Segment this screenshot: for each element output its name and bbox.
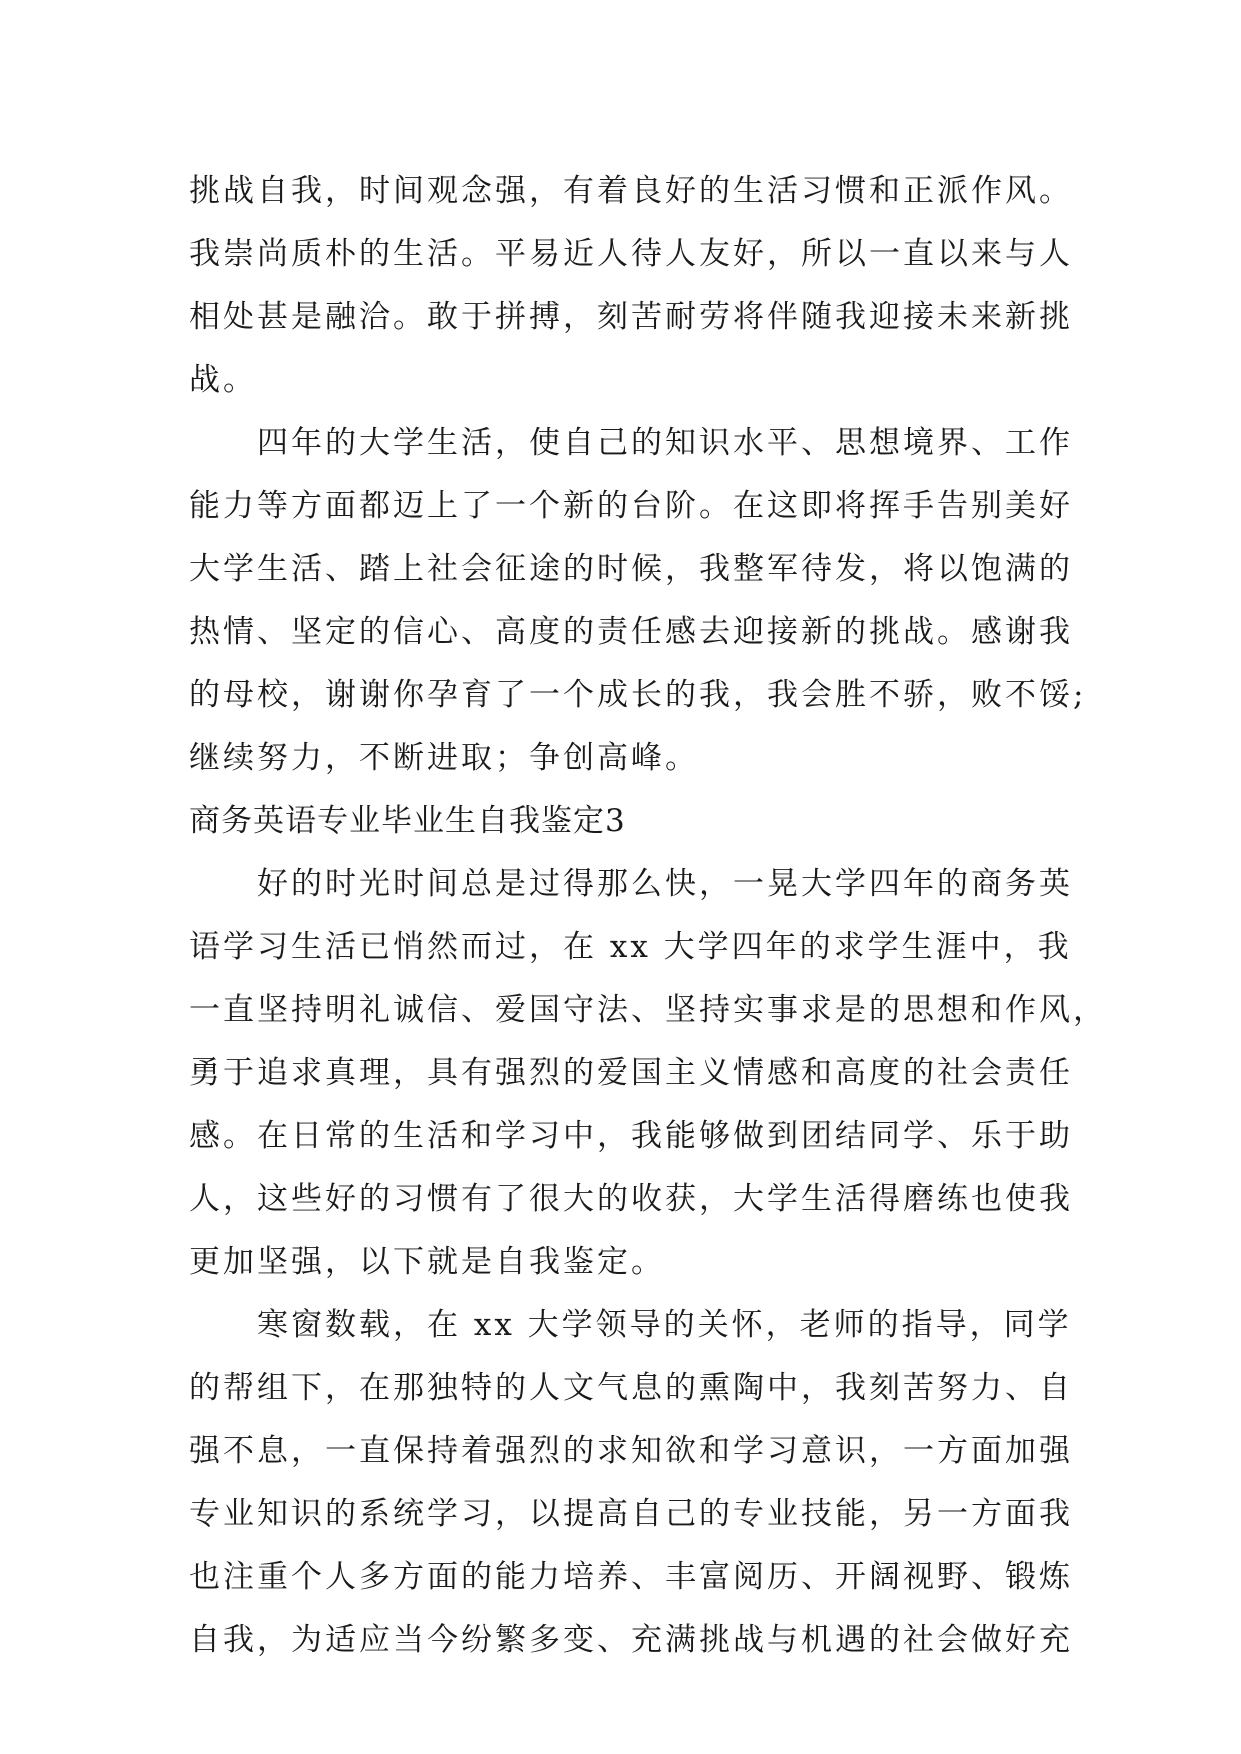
paragraph-1 xyxy=(189,160,1073,412)
paragraph-4 xyxy=(189,1294,1073,1672)
text-line: 的母校，谢谢你孕育了一个成长的我，我会胜不骄，败不馁; xyxy=(189,677,1087,713)
paragraph-2 xyxy=(189,412,1087,790)
text-line: 相处甚是融洽。敢于拼搏，刻苦耐劳将伴随我迎接未来新挑 xyxy=(189,299,1073,335)
text-line: 一直坚持明礼诚信、爱国守法、坚持实事求是的思想和作风， xyxy=(189,992,1107,1028)
document-body xyxy=(189,160,1107,1672)
text-line: 专业知识的系统学习，以提高自己的专业技能，另一方面我 xyxy=(189,1496,1073,1532)
paragraph-3 xyxy=(189,853,1107,1294)
text-line: 寒窗数载，在 xx 大学领导的关怀，老师的指导，同学 xyxy=(257,1307,1072,1343)
text-line: 也注重个人多方面的能力培养、丰富阅历、开阔视野、锻炼 xyxy=(189,1559,1073,1595)
text-line: 更加坚强，以下就是自我鉴定。 xyxy=(189,1244,665,1280)
text-line: 四年的大学生活，使自己的知识水平、思想境界、工作 xyxy=(257,425,1073,461)
text-line: 感。在日常的生活和学习中，我能够做到团结同学、乐于助 xyxy=(189,1118,1073,1154)
text-line: 语学习生活已悄然而过，在 xx 大学四年的求学生涯中，我 xyxy=(189,929,1072,965)
section-heading: 商务英语专业毕业生自我鉴定3 xyxy=(189,803,626,839)
text-line: 强不息，一直保持着强烈的求知欲和学习意识，一方面加强 xyxy=(189,1433,1073,1469)
text-line: 能力等方面都迈上了一个新的台阶。在这即将挥手告别美好 xyxy=(189,488,1073,524)
text-line: 挑战自我，时间观念强，有着良好的生活习惯和正派作风。 xyxy=(189,173,1073,209)
text-line: 继续努力，不断进取；争创高峰。 xyxy=(189,740,699,776)
text-line: 勇于追求真理，具有强烈的爱国主义情感和高度的社会责任 xyxy=(189,1055,1073,1091)
text-line: 自我，为适应当今纷繁多变、充满挑战与机遇的社会做好充 xyxy=(189,1622,1073,1658)
text-line: 人，这些好的习惯有了很大的收获，大学生活得磨练也使我 xyxy=(189,1181,1073,1217)
text-line: 好的时光时间总是过得那么快，一晃大学四年的商务英 xyxy=(257,866,1073,902)
text-line: 热情、坚定的信心、高度的责任感去迎接新的挑战。感谢我 xyxy=(189,614,1073,650)
text-line: 我崇尚质朴的生活。平易近人待人友好，所以一直以来与人 xyxy=(189,236,1073,272)
text-line: 大学生活、踏上社会征途的时候，我整军待发，将以饱满的 xyxy=(189,551,1073,587)
text-line: 战。 xyxy=(189,362,257,398)
text-line: 的帮组下，在那独特的人文气息的熏陶中，我刻苦努力、自 xyxy=(189,1370,1073,1406)
